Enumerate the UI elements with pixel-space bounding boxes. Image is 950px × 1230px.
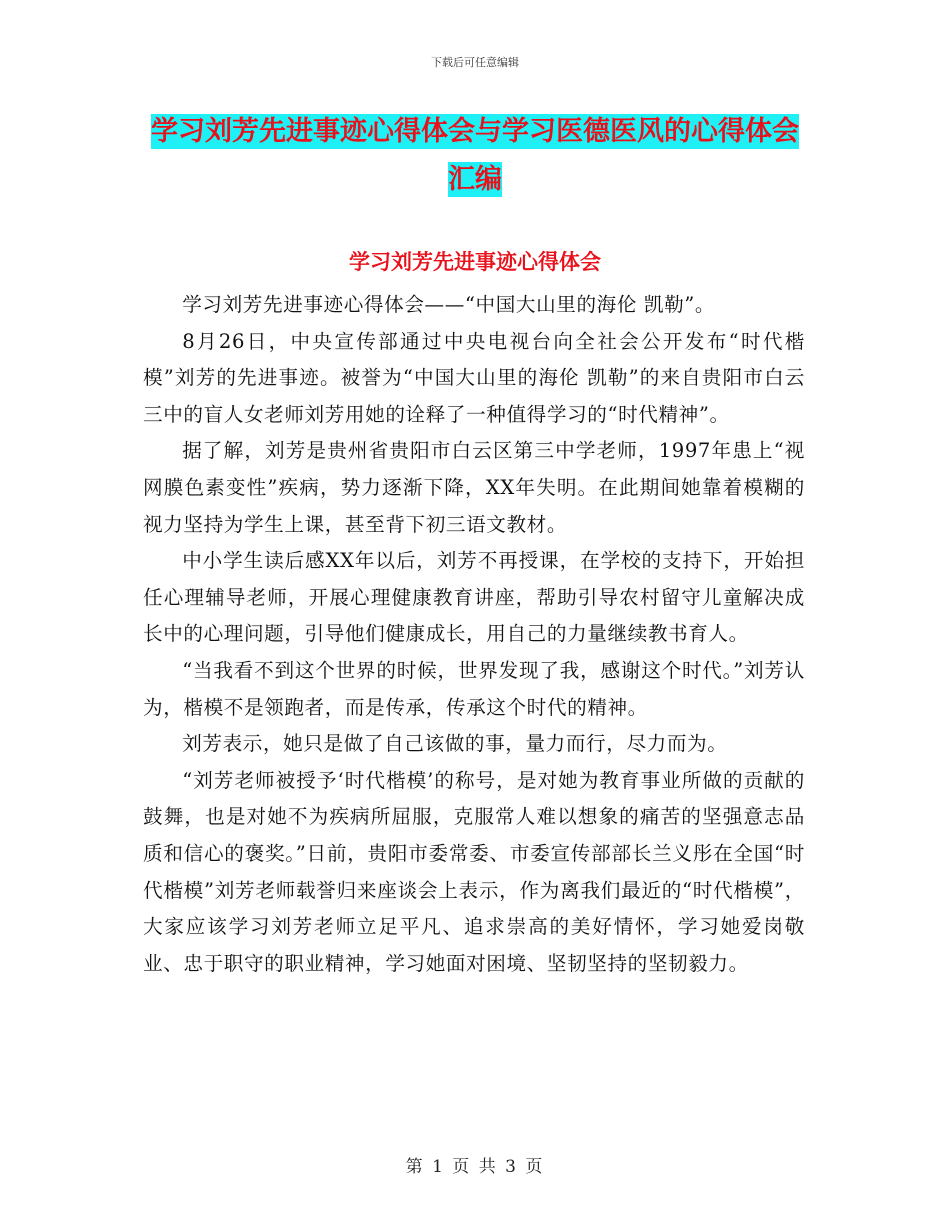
paragraph: 中小学生读后感XX年以后，刘芳不再授课，在学校的支持下，开始担任心理辅导老师，开展心理健康教育讲座，帮助引导农村留守儿童解决成长中的心理问题，引导他们健康成长，用自己的力量继续教书育人。 [143,549,805,646]
paragraph: “刘芳老师被授予‘时代楷模’的称号，是对她为教育事业所做的贡献的鼓舞，也是对她不为疾病所屈服，克服常人难以想象的痛苦的坚强意志品质和信心的褒奖。”日前，贵阳市委常委、市委宣传部部长兰义彤在全国“时代楷模”刘芳老师载誉归来座谈会上表示，作为离我们最近的“时代楷模”，大家应该学习刘芳老师立足平凡、追求崇高的美好情怀，学习她爱岗敬业、忠于职守的职业精神，学习她面对困境、坚韧坚持的坚韧毅力。 [143,768,805,975]
paragraph: 据了解，刘芳是贵州省贵阳市白云区第三中学老师，1997年患上“视网膜色素变性”疾病，势力逐渐下降，XX年失明。在此期间她靠着模糊的视力坚持为学生上课，甚至背下初三语文教材。 [143,439,805,536]
document-title [140,108,810,204]
page-footer-page-number: 第 1 页 共 3 页 [405,1157,545,1177]
paragraph: “当我看不到这个世界的时候，世界发现了我，感谢这个时代。”刘芳认为，楷模不是领跑者，而是传承，传承这个时代的精神。 [143,658,805,719]
page-header-note: 下载后可任意编辑 [431,56,519,69]
paragraph: 刘芳表示，她只是做了自己该做的事，量力而行，尽力而为。 [182,732,728,756]
document-body [143,287,805,982]
section-title: 学习刘芳先进事迹心得体会 [349,250,601,274]
document-title-text: 学习刘芳先进事迹心得体会与学习医德医风的心得体会汇编 [151,116,799,195]
paragraph: 8月26日，中央宣传部通过中央电视台向全社会公开发布“时代楷模”刘芳的先进事迹。被誉为“中国大山里的海伦 凯勒”的来自贵阳市白云三中的盲人女老师刘芳用她的诠释了一种值得学习的“时代精神”。 [143,329,805,426]
paragraph: 学习刘芳先进事迹心得体会——“中国大山里的海伦 凯勒”。 [182,293,716,316]
